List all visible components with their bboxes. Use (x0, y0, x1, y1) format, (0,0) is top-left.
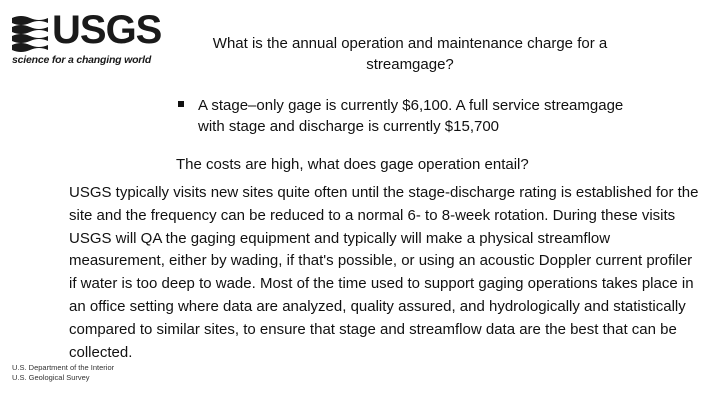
logo-wordmark: USGS (52, 8, 162, 52)
logo-tagline: science for a changing world (12, 54, 152, 66)
bullet-text: A stage–only gage is currently $6,100. A full service streamgage with stage and discharge is currently $15,700 (198, 97, 624, 135)
footer-agency (12, 363, 114, 383)
body-paragraph: USGS typically visits new sites quite often until the stage-discharge rating is established for the site and the frequency can be reduced to a normal 6- to 8-week rotation. During these visits USGS will QA the gaging equipment and typically will make a physical streamflow measurement, either by wading, if that's possible, or using an acoustic Doppler current profiler if water is too deep to wade. Most of the time used to support gaging operations takes place in an office setting where data are analyzed, quality assured, and hydrologically and statistically compared to similar sites, to ensure that stage and streamflow data are the best that can be collected. (69, 184, 699, 361)
subheading: The costs are high, what does gage operation entail? (176, 156, 529, 173)
square-bullet-icon (178, 101, 184, 107)
question-title: What is the annual operation and maintenance charge for a streamgage? (212, 35, 608, 73)
usgs-logo (10, 8, 162, 70)
footer-line-department: U.S. Department of the Interior (12, 363, 115, 372)
footer-line-survey: U.S. Geological Survey (12, 373, 90, 382)
bullet-item (178, 95, 638, 137)
usgs-wave-icon (12, 14, 48, 52)
